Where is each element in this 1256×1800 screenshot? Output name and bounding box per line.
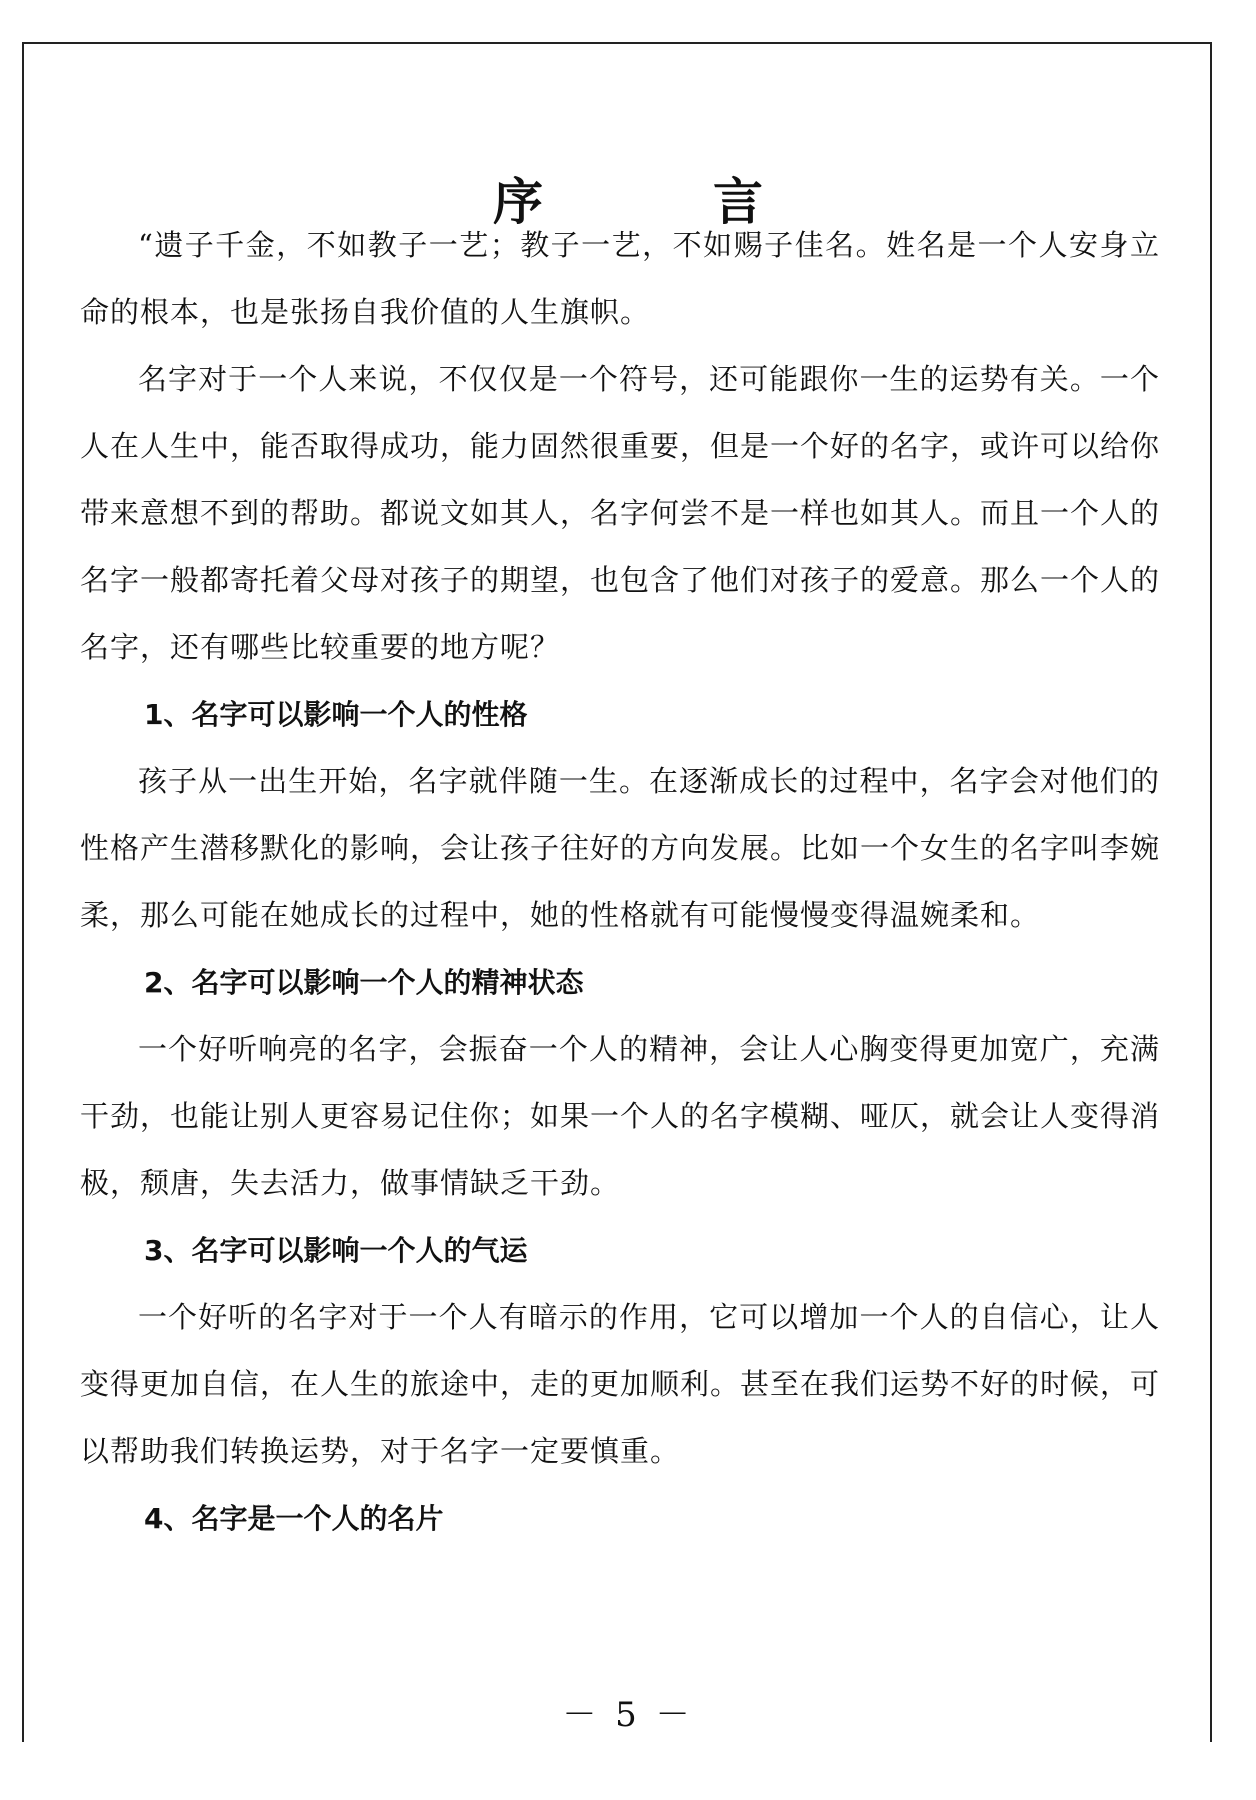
paragraph: 一个好听响亮的名字，会振奋一个人的精神，会让人心胸变得更加宽广，充满干劲，也能让别人更容易记住你；如果一个人的名字模糊、哑仄，就会让人变得消极，颓唐，失去活力，做事情缺乏干劲。 — [80, 1032, 1161, 1200]
page-number: － 5 － — [562, 1695, 694, 1735]
page-title: 序 言 — [493, 172, 823, 231]
paragraph: 名字对于一个人来说，不仅仅是一个符号，还可能跟你一生的运势有关。一个人在人生中，能否取得成功，能力固然很重要，但是一个好的名字，或许可以给你带来意想不到的帮助。都说文如其人，名字何尝不是一样也如其人。而且一个人的名字一般都寄托着父母对孩子的期望，也包含了他们对孩子的爱意。那么一个人的名字，还有哪些比较重要的地方呢？ — [80, 362, 1161, 664]
section-heading: 2、名字可以影响一个人的精神状态 — [144, 966, 584, 999]
section-heading: 4、名字是一个人的名片 — [144, 1502, 444, 1535]
paragraph: “遗子千金，不如教子一艺；教子一艺，不如赐子佳名。姓名是一个人安身立命的根本，也是张扬自我价值的人生旗帜。 — [80, 228, 1160, 329]
paragraph: 一个好听的名字对于一个人有暗示的作用，它可以增加一个人的自信心，让人变得更加自信，在人生的旅途中，走的更加顺利。甚至在我们运势不好的时候，可以帮助我们转换运势，对于名字一定要慎重。 — [80, 1300, 1161, 1468]
section-heading: 3、名字可以影响一个人的气运 — [144, 1234, 528, 1267]
document-body — [80, 212, 1160, 1552]
paragraph: 孩子从一出生开始，名字就伴随一生。在逐渐成长的过程中，名字会对他们的性格产生潜移默化的影响，会让孩子往好的方向发展。比如一个女生的名字叫李婉柔，那么可能在她成长的过程中，她的性格就有可能慢慢变得温婉柔和。 — [80, 764, 1161, 932]
section-heading: 1、名字可以影响一个人的性格 — [144, 698, 528, 731]
